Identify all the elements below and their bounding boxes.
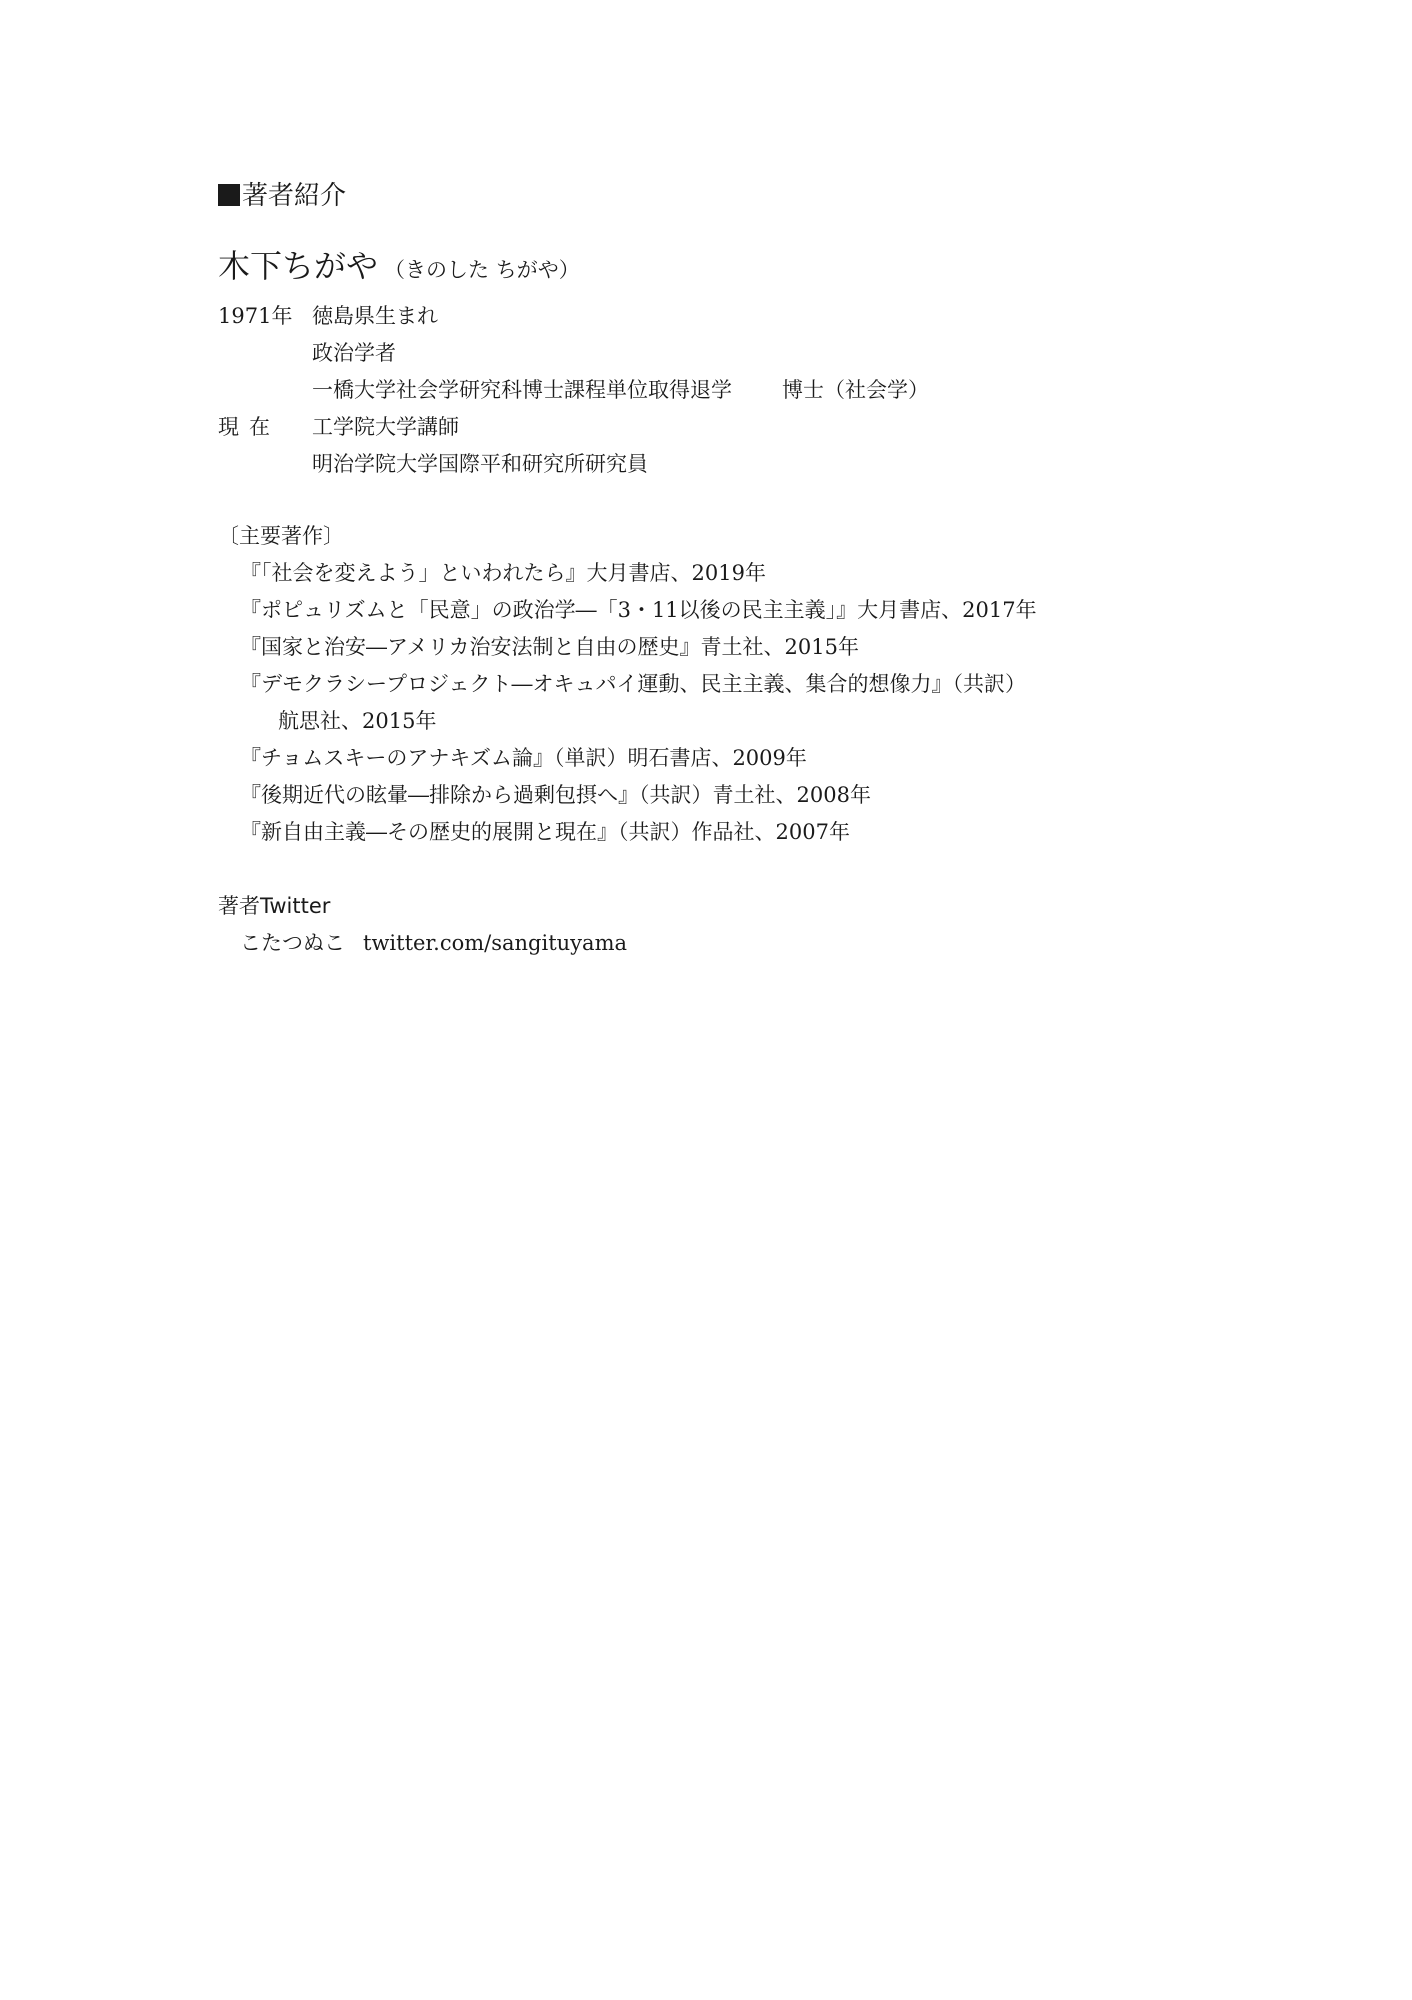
section-title: 著者紹介 bbox=[242, 181, 347, 211]
work-item-continuation: 航思社、2015年 bbox=[278, 709, 437, 733]
author-name: 木下ちがや bbox=[218, 247, 379, 285]
twitter-line bbox=[240, 925, 627, 962]
work-item: 『国家と治安―アメリカ治安法制と自由の歴史』青土社、2015年 bbox=[240, 635, 859, 659]
section-heading bbox=[218, 178, 346, 214]
works-list bbox=[240, 555, 1037, 851]
bio-label: 1971年 bbox=[218, 304, 293, 328]
work-item: 『新自由主義―その歴史的展開と現在』（共訳）作品社、2007年 bbox=[240, 820, 850, 844]
author-bio bbox=[218, 298, 929, 483]
work-item: 『後期近代の眩暈―排除から過剰包摂へ』（共訳）青土社、2008年 bbox=[240, 783, 871, 807]
work-item: 『ポピュリズムと「民意」の政治学―「3・11以後の民主主義」』大月書店、2017年 bbox=[240, 598, 1037, 622]
bio-row bbox=[218, 298, 929, 335]
twitter-handle: こたつぬこ bbox=[240, 931, 345, 955]
bio-label bbox=[218, 372, 312, 409]
author-name-reading: （きのした ちがや） bbox=[384, 258, 580, 282]
bio-row bbox=[218, 372, 929, 409]
bio-text: 工学院大学講師 bbox=[312, 415, 459, 439]
author-name-line bbox=[218, 244, 580, 288]
work-item: 『デモクラシープロジェクト―オキュパイ運動、民主主義、集合的想像力』（共訳） bbox=[240, 672, 1027, 696]
bio-degree: 博士（社会学） bbox=[782, 378, 929, 402]
bio-text: 徳島県生まれ bbox=[312, 304, 438, 328]
bio-row bbox=[218, 446, 929, 483]
bio-label: 現在 bbox=[218, 415, 280, 439]
bio-row bbox=[218, 409, 929, 446]
work-item: 『「社会を変えよう」といわれたら』大月書店、2019年 bbox=[240, 561, 766, 585]
bio-text: 政治学者 bbox=[312, 341, 396, 365]
twitter-url-link[interactable]: twitter.com/sangituyama bbox=[363, 931, 627, 955]
bio-label bbox=[218, 446, 312, 483]
twitter-heading: 著者Twitter bbox=[218, 894, 331, 918]
bio-label bbox=[218, 335, 312, 372]
works-heading: 〔主要著作〕 bbox=[218, 524, 344, 548]
bio-text: 明治学院大学国際平和研究所研究員 bbox=[312, 452, 648, 476]
bio-text: 一橋大学社会学研究科博士課程単位取得退学 bbox=[312, 378, 732, 402]
bio-text-group bbox=[312, 372, 929, 409]
work-item: 『チョムスキーのアナキズム論』（単訳）明石書店、2009年 bbox=[240, 746, 807, 770]
bio-row bbox=[218, 335, 929, 372]
black-square-icon bbox=[218, 184, 240, 206]
